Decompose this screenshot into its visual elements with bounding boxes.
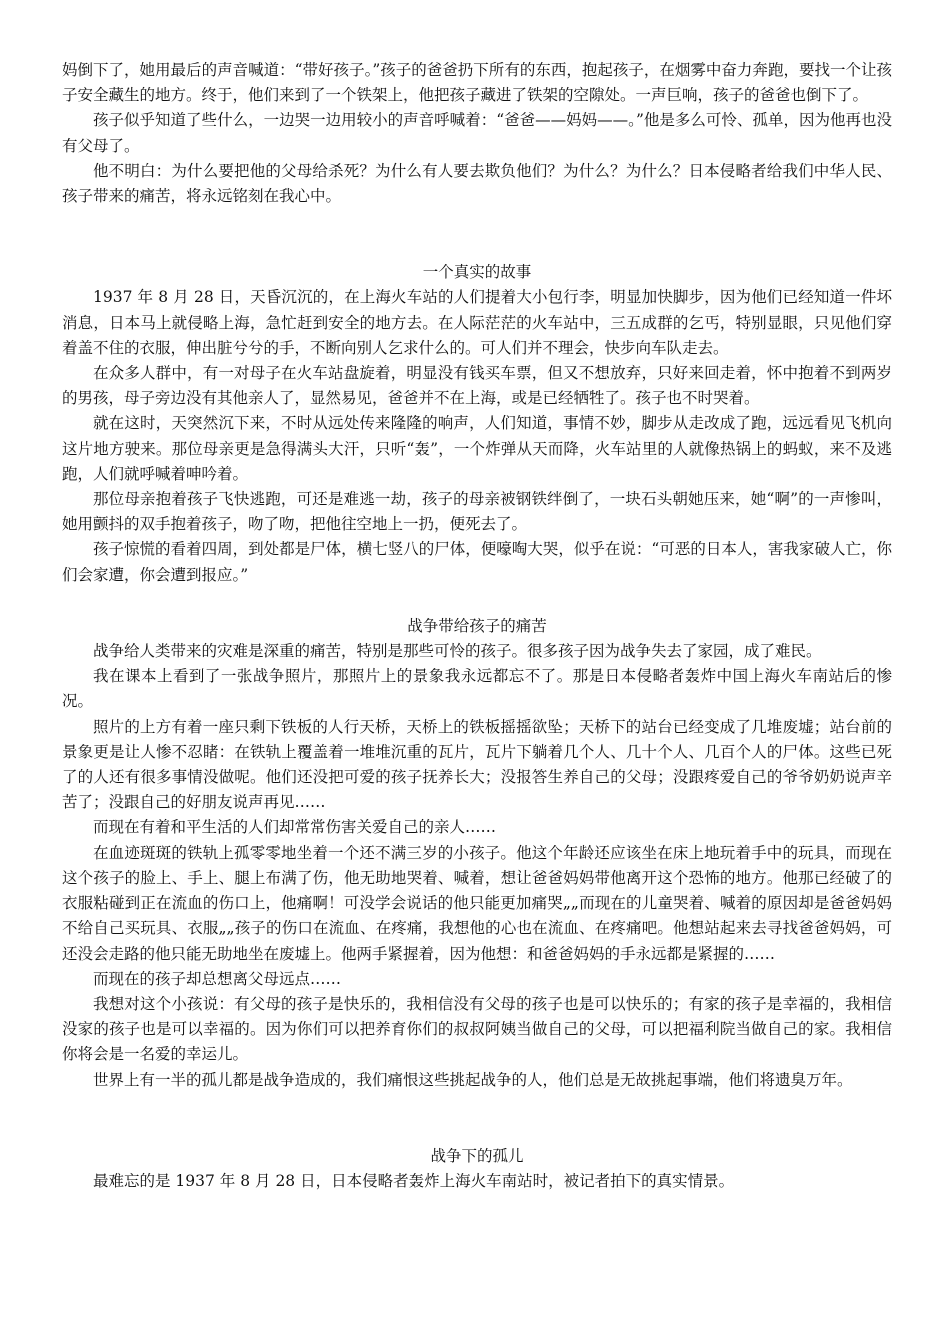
paragraph: 1937 年 8 月 28 日，天昏沉沉的，在上海火车站的人们提着大小包行李，明显加快脚步，因为他们已经知道一件坏消息，日本马上就侵略上海，急忙赶到安全的地方去。在人际茫茫的火车站中，三五成群的乞丐，特别显眼，只见他们穿着盖不住的衣服，伸出脏兮兮的手，不断向别人乞求什么的。可人们并不理会，快步向车队走去。 bbox=[62, 288, 892, 357]
paragraph: 照片的上方有着一座只剩下铁板的人行天桥，天桥上的铁板摇摇欲坠；天桥下的站台已经变成了几堆废墟；站台前的景象更是让人惨不忍睹：在铁轨上覆盖着一堆堆沉重的瓦片，瓦片下躺着几个人、几十个人、几百个人的尸体。这些已死了的人还有很多事情没做呢。他们还没把可爱的孩子抚养长大；没报答生养自己的父母；没跟疼爱自己的爷爷奶奶说声辛苦了；没跟自己的好朋友说声再见…… bbox=[62, 717, 892, 812]
paragraph: 那位母亲抱着孩子飞快逃跑，可还是难逃一劫，孩子的母亲被钢铁绊倒了，一块石头朝她压来，她“啊”的一声惨叫，她用颤抖的双手抱着孩子，吻了吻，把他往空地上一扔，便死去了。 bbox=[62, 490, 892, 534]
paragraph: 孩子惊慌的看着四周，到处都是尸体，横七竖八的尸体，便嚎啕大哭，似乎在说：“可恶的日本人，害我家破人亡，你们会家遭，你会遭到报应。” bbox=[62, 540, 892, 584]
paragraph: 就在这时，天突然沉下来，不时从远处传来隆隆的响声，人们知道，事情不妙，脚步从走改成了跑，远远看见飞机向这片地方驶来。那位母亲更是急得满头大汗，只听“轰”，一个炸弹从天而降，火车站里的人就像热锅上的蚂蚁，来不及逃跑，人们就呼喊着呻吟着。 bbox=[62, 414, 892, 483]
paragraph: 在血迹斑斑的铁轨上孤零零地坐着一个还不满三岁的小孩子。他这个年龄还应该坐在床上地玩着手中的玩具，而现在这个孩子的脸上、手上、腿上布满了伤，他无助地哭着、喊着，想让爸爸妈妈带他离开这个恐怖的地方。他那已经破了的衣服粘碰到正在流血的伤口上，他痛啊！可没学会说话的他只能更加痛哭„„而现在的儿童哭着、喊着的原因却是爸爸妈妈不给自己买玩具、衣服„„孩子的伤口在流血、在疼痛，我想他的心也在流血、在疼痛吧。他想站起来去寻找爸爸妈妈，可还没会走路的他只能无助地坐在废墟上。他两手紧握着，因为他想：和爸爸妈妈的手永远都是紧握的…… bbox=[62, 843, 892, 963]
paragraph: 世界上有一半的孤儿都是战争造成的，我们痛恨这些挑起战争的人，他们总是无故挑起事端，他们将遗臭万年。 bbox=[93, 1070, 853, 1089]
paragraph: 他不明白：为什么要把他的父母给杀死？为什么有人要去欺负他们？为什么？为什么？日本侵略者给我们中华人民、孩子带来的痛苦，将永远铭刻在我心中。 bbox=[62, 161, 892, 206]
section-war-pain bbox=[62, 614, 892, 1093]
paragraph: 而现在有着和平生活的人们却常常伤害关爱自己的亲人…… bbox=[93, 818, 497, 837]
section-title: 战争下的孤儿 bbox=[430, 1146, 524, 1165]
section-true-story bbox=[62, 260, 892, 588]
paragraph: 我想对这个小孩说：有父母的孩子是快乐的，我相信没有父母的孩子也是可以快乐的；有家的孩子是幸福的，我相信没家的孩子也是可以幸福的。因为你们可以把养育你们的叔叔阿姨当做自己的父母，可以把福利院当做自己的家。我相信你将会是一名爱的幸运儿。 bbox=[62, 994, 892, 1064]
section-spacer bbox=[62, 209, 892, 260]
section-continuation bbox=[62, 58, 892, 209]
section-spacer bbox=[62, 1093, 892, 1144]
paragraph: 而现在的孩子却总想离父母远点…… bbox=[93, 969, 342, 988]
paragraph: 在众多人群中，有一对母子在火车站盘旋着，明显没有钱买车票，但又不想放弃，只好来回走着，怀中抱着不到两岁的男孩，母子旁边没有其他亲人了，显然易见，爸爸并不在上海，或是已经牺牲了。孩子也不时哭着。 bbox=[62, 364, 892, 408]
paragraph: 战争给人类带来的灾难是深重的痛苦，特别是那些可怜的孩子。很多孩子因为战争失去了家园，成了难民。 bbox=[93, 642, 822, 661]
paragraph: 妈倒下了，她用最后的声音喊道：“带好孩子。”孩子的爸爸扔下所有的东西，抱起孩子，在烟雾中奋力奔跑，要找一个让孩子安全藏生的地方。终于，他们来到了一个铁架上，他把孩子藏进了铁架的空隙处。一声巨响，孩子的爸爸也倒下了。 bbox=[62, 61, 892, 105]
document-page bbox=[62, 58, 892, 1194]
section-spacer bbox=[62, 588, 892, 614]
paragraph: 孩子似乎知道了些什么，一边哭一边用较小的声音呼喊着：“爸爸——妈妈——。”他是多么可怜、孤单，因为他再也没有父母了。 bbox=[62, 111, 892, 155]
paragraph: 我在课本上看到了一张战争照片，那照片上的景象我永远都忘不了。那是日本侵略者轰炸中国上海火车南站后的惨况。 bbox=[62, 667, 892, 711]
section-title: 战争带给孩子的痛苦 bbox=[407, 616, 547, 635]
section-title: 一个真实的故事 bbox=[422, 263, 532, 282]
paragraph: 最难忘的是 1937 年 8 月 28 日，日本侵略者轰炸上海火车南站时，被记者拍下的真实情景。 bbox=[93, 1171, 735, 1190]
section-war-orphan bbox=[62, 1144, 892, 1194]
